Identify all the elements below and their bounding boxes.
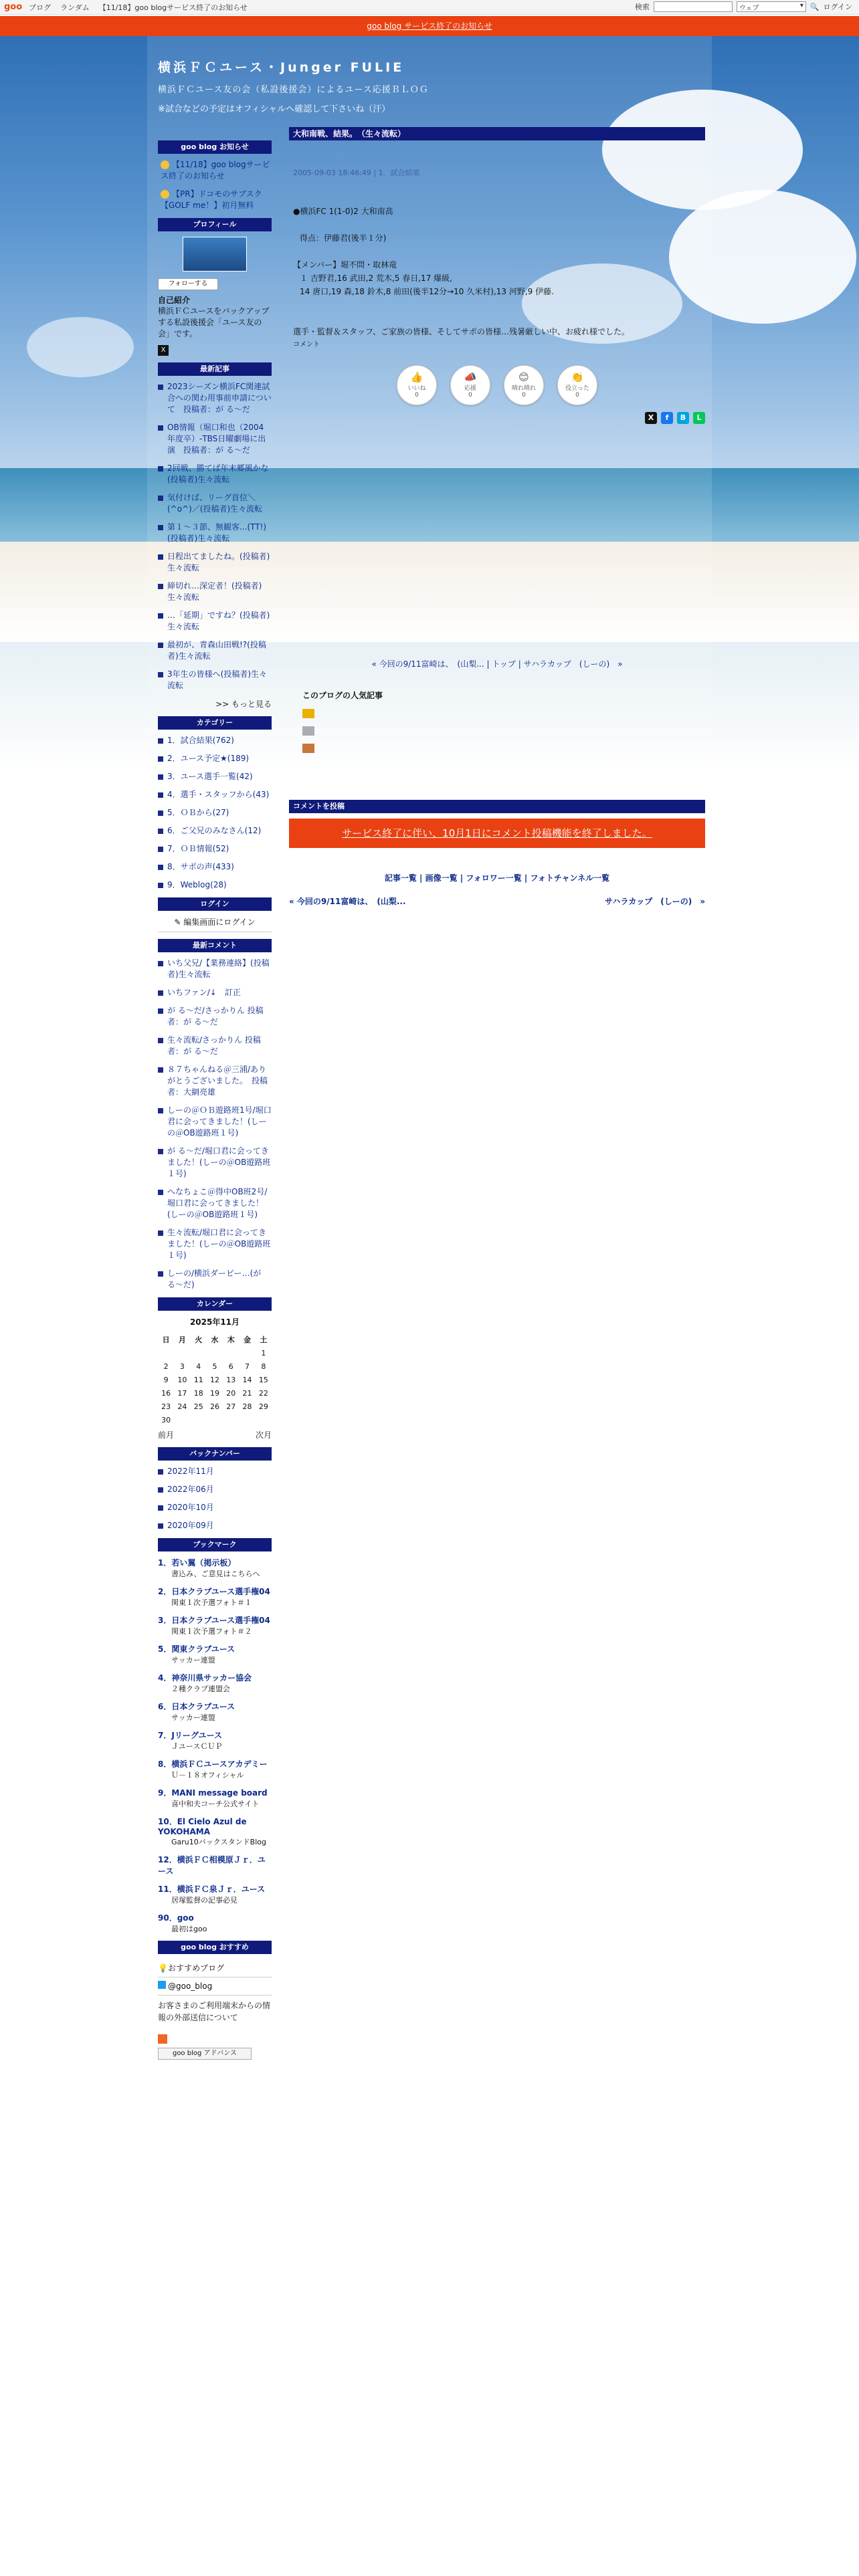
bookmark-title[interactable]: 10．El Cielo Azul de YOKOHAMA xyxy=(158,1817,247,1836)
post-line: 【メンバー】堀不問・取林竜 xyxy=(293,260,397,270)
comment-end-notice[interactable]: サービス終了に伴い、10月1日にコメント投稿機能を終了しました。 xyxy=(289,819,705,848)
reaction-icon: 😊 xyxy=(518,371,529,383)
calendar-day[interactable] xyxy=(256,1413,272,1426)
reaction-buttons xyxy=(289,365,705,405)
hatena-share-icon[interactable]: B xyxy=(677,412,689,424)
calendar-day[interactable] xyxy=(191,1346,207,1360)
calendar-dow: 日 xyxy=(162,1335,170,1344)
recent-comment-item[interactable]: しーの/横浜ダービー…(が る～だ) xyxy=(158,1268,272,1291)
recent-comment-item[interactable]: ８７ちゃんねる＠三浦/ありがとうございました。 投稿者：大網亮雄 xyxy=(158,1064,272,1098)
bookmark-title[interactable]: 12．横浜ＦＣ相模原Ｊｒ．ユース xyxy=(158,1855,266,1876)
reaction-button[interactable] xyxy=(397,365,437,405)
chevron-down-icon: ▾ xyxy=(799,2,803,9)
backnumber-item[interactable]: 2020年09月 xyxy=(158,1520,272,1531)
calendar-day[interactable] xyxy=(223,1413,239,1426)
recent-comment-item[interactable]: 生々流転/堀口君に会ってきました！(しーの＠OB遊路班１号) xyxy=(158,1227,272,1261)
bookmark-desc: 最初はgoo xyxy=(171,1925,207,1933)
calendar-prev[interactable]: 前月 xyxy=(158,1430,175,1440)
recent-post-item[interactable]: 2回戦、勝てば年末郷風かな(投稿者)生々流転 xyxy=(158,463,272,486)
post-line: ●横浜FC 1(1-0)2 大和南高 xyxy=(293,207,393,216)
bookmark-desc: Garu10バックスタンドBlog xyxy=(171,1838,266,1846)
popular-heading: このブログの人気記事 xyxy=(302,691,383,700)
calendar-day[interactable]: 5 xyxy=(212,1362,217,1371)
calendar-day[interactable]: 1 xyxy=(261,1348,266,1358)
main-content xyxy=(289,127,705,907)
bookmark-title[interactable]: 90．goo xyxy=(158,1913,194,1923)
bookmark-item[interactable] xyxy=(158,1787,272,1809)
bookmark-item[interactable] xyxy=(158,1701,272,1723)
post-line: 得点：伊藤君(後半１分) xyxy=(300,233,387,243)
sidebar-title-recent: 最新記事 xyxy=(158,362,272,376)
blog-title[interactable]: 横浜ＦＣユース・Junger FULIE xyxy=(158,60,405,75)
calendar-dow: 月 xyxy=(178,1335,186,1344)
recent-post-item[interactable]: OB情報（堀口和也（2004年度卒）-TBS日曜劇場に出演 投稿者：が る～だ xyxy=(158,422,272,456)
notice-icon xyxy=(161,190,169,199)
reaction-button[interactable] xyxy=(450,365,490,405)
sidebar-title-calendar: カレンダー xyxy=(158,1297,272,1311)
calendar-day[interactable]: 7 xyxy=(245,1362,250,1371)
reaction-label: 役立った xyxy=(565,385,589,392)
bookmark-item[interactable] xyxy=(158,1816,272,1847)
sidebar-title-comments: 最新コメント xyxy=(158,939,272,952)
rss-icon[interactable] xyxy=(158,2034,167,2044)
calendar-day[interactable]: 29 xyxy=(258,1402,268,1411)
backnumber-item[interactable]: 2022年06月 xyxy=(158,1484,272,1495)
reaction-icon: 📣 xyxy=(464,371,477,383)
calendar-day[interactable] xyxy=(174,1413,190,1426)
bookmark-item[interactable] xyxy=(158,1586,272,1608)
calendar-day[interactable]: 18 xyxy=(193,1388,203,1398)
bookmark-title[interactable]: 6．日本クラブユース xyxy=(158,1702,235,1711)
profile-text: 横浜ＦＣユースをバックアップする私設後援会「ユース友の会」です。 xyxy=(158,306,270,338)
recent-comment-item[interactable]: いち父兄/【業務連絡】(投稿者)生々流転 xyxy=(158,958,272,980)
calendar-day[interactable]: 12 xyxy=(209,1375,219,1384)
bookmark-desc: Ｕ－１８オフィシャル xyxy=(171,1771,244,1780)
calendar-day[interactable]: 22 xyxy=(258,1388,268,1398)
bookmark-item[interactable] xyxy=(158,1729,272,1751)
profile-image xyxy=(183,237,247,272)
calendar-day[interactable]: 24 xyxy=(177,1402,187,1411)
bookmark-title[interactable]: 5．関東クラブユース xyxy=(158,1644,235,1654)
bookmark-desc: ２種クラブ連盟会 xyxy=(171,1685,230,1693)
calendar-day[interactable]: 10 xyxy=(177,1375,187,1384)
goo-logo[interactable]: goo xyxy=(4,2,23,12)
search-input[interactable] xyxy=(654,1,733,12)
recent-comment-item[interactable]: へなちょこ＠得中OB班2号/堀口君に会ってきました！(しーの＠OB遊路班１号) xyxy=(158,1186,272,1220)
calendar-day[interactable]: 17 xyxy=(177,1388,187,1398)
bookmark-title[interactable]: 8．横浜ＦＣユースアカデミー xyxy=(158,1759,268,1769)
sidebar-title-bookmark: ブックマーク xyxy=(158,1538,272,1551)
category-item[interactable]: 6．ご父兄のみなさん(12) xyxy=(158,825,272,837)
pencil-icon: ✎ xyxy=(174,918,184,927)
recent-post-item[interactable]: 3年生の皆様へ(投稿者)生々流転 xyxy=(158,669,272,691)
topbar-notice-link[interactable]: 【11/18】goo blogサービス終了のお知らせ xyxy=(98,3,248,12)
calendar-day[interactable]: 19 xyxy=(209,1388,219,1398)
calendar-day[interactable]: 11 xyxy=(193,1375,203,1384)
line-share-icon[interactable]: L xyxy=(693,412,705,424)
calendar-day[interactable] xyxy=(239,1346,255,1360)
top-bar xyxy=(0,0,859,15)
bookmark-item[interactable] xyxy=(158,1672,272,1694)
silver-crown-icon xyxy=(302,726,314,736)
sidebar-title-category: カテゴリー xyxy=(158,716,272,730)
bookmark-desc: 関東１次予選フォト＃１ xyxy=(171,1598,252,1607)
prev-next-nav xyxy=(289,895,705,907)
facebook-share-icon[interactable]: f xyxy=(661,412,673,424)
list-links[interactable]: 記事一覧 | 画像一覧 | フォロワー一覧 | フォトチャンネル一覧 xyxy=(384,873,610,883)
notice-icon xyxy=(161,160,169,169)
bookmark-desc: 関東１次予選フォト＃２ xyxy=(171,1627,252,1636)
calendar-day[interactable]: 25 xyxy=(193,1402,203,1411)
prev-post-link[interactable]: « 今回の9/11富崎は、 (山梨... xyxy=(289,897,406,906)
bird-icon xyxy=(158,1981,166,1989)
bookmark-desc: 書込み、ご意見はこちらへ xyxy=(171,1570,260,1578)
sidebar-title-backnumber: バックナンバー xyxy=(158,1447,272,1461)
sidebar-title-profile: プロフィール xyxy=(158,218,272,231)
sidebar-title-login: ログイン xyxy=(158,897,272,911)
bulb-icon: 💡 xyxy=(158,1963,168,1973)
bookmark-desc: 居塚監督の記事必見 xyxy=(171,1896,237,1905)
calendar-day[interactable]: 15 xyxy=(258,1375,268,1384)
topbar-link-random[interactable]: ランダム xyxy=(60,3,90,12)
post-body xyxy=(289,205,705,352)
category-item[interactable]: 1．試合結果(762) xyxy=(158,735,272,746)
bookmark-title[interactable]: 9．MANI message board xyxy=(158,1788,268,1798)
calendar-day[interactable] xyxy=(207,1413,223,1426)
reaction-icon: 👏 xyxy=(571,371,584,383)
profile-name: 自己紹介 xyxy=(158,296,191,305)
recent-post-item[interactable]: 第１～３節、無観客...(TT!)(投稿者)生々流転 xyxy=(158,522,272,544)
goo-notice-item[interactable]: 【PR】ドコモのサブスク【GOLF me！】初月無料 xyxy=(161,189,262,210)
blog-note: ※試合などの予定はオフィシャルへ確認して下さいね（汗） xyxy=(158,104,391,114)
backnumber-item[interactable]: 2020年10月 xyxy=(158,1502,272,1513)
recent-comment-item[interactable]: が る～だ/堀口君に会ってきました！(しーの＠OB遊路班１号) xyxy=(158,1146,272,1180)
goo-advance-badge[interactable]: goo blog アドバンス xyxy=(158,2048,252,2060)
reaction-count: 0 xyxy=(522,392,526,399)
post-line: 14 唐口,19 森,18 鈴木,8 前田(後半12分→10 久米村),13 河野,9 伊藤. xyxy=(300,287,554,296)
backnumber-item[interactable]: 2022年11月 xyxy=(158,1466,272,1477)
reaction-label: いいね xyxy=(407,385,426,392)
calendar-day[interactable] xyxy=(174,1346,190,1360)
gold-crown-icon xyxy=(302,709,314,718)
bookmark-item[interactable] xyxy=(158,1614,272,1636)
calendar-next[interactable]: 次月 xyxy=(255,1430,272,1440)
bookmark-item[interactable] xyxy=(158,1557,272,1579)
search-submit-icon[interactable]: 🔍 xyxy=(809,2,820,11)
external-info-link[interactable]: お客さまのご利用端末からの情報の外部送信について xyxy=(158,2001,271,2022)
calendar-day[interactable] xyxy=(239,1413,255,1426)
calendar-day[interactable]: 20 xyxy=(226,1388,236,1398)
calendar-dow: 火 xyxy=(195,1335,203,1344)
calendar-day[interactable]: 6 xyxy=(228,1362,233,1371)
category-item[interactable]: 5．ＯＢから(27) xyxy=(158,807,272,819)
bookmark-title[interactable]: 3．日本クラブユース選手権04 xyxy=(158,1616,270,1625)
reaction-icon: 👍 xyxy=(410,371,423,383)
bookmark-title[interactable]: 2．日本クラブユース選手権04 xyxy=(158,1587,270,1596)
recent-post-item[interactable]: 気付けば、リーグ首位＼(^o^)／(投稿者)生々流転 xyxy=(158,492,272,515)
reaction-count: 0 xyxy=(415,392,419,399)
reaction-label: 晴れ晴れ xyxy=(511,385,536,392)
bookmark-desc: ＪユースＣＵＰ xyxy=(171,1742,223,1751)
recent-post-item[interactable]: 日程出てましたね。(投稿者)生々流転 xyxy=(158,551,272,574)
sidebar-title-goo: goo blog お知らせ xyxy=(158,140,272,154)
bookmark-item[interactable] xyxy=(158,1883,272,1905)
category-item[interactable]: 8．サポの声(433) xyxy=(158,861,272,873)
category-item[interactable]: 3．ユース選手一覧(42) xyxy=(158,771,272,782)
calendar-day[interactable]: 3 xyxy=(179,1362,185,1371)
calendar-day[interactable]: 21 xyxy=(242,1388,252,1398)
sidebar-title-recommend: goo blog おすすめ xyxy=(158,1941,272,1954)
category-item[interactable]: 2．ユース予定★(189) xyxy=(158,753,272,764)
calendar-day[interactable]: 26 xyxy=(209,1402,219,1411)
recommend-blog-link[interactable]: 💡おすすめブログ xyxy=(158,1959,272,1977)
calendar-day[interactable]: 27 xyxy=(226,1402,236,1411)
search-type-select[interactable]: ウェブ ▾ xyxy=(737,1,806,12)
blog-header xyxy=(158,58,429,114)
calendar-day[interactable]: 16 xyxy=(161,1388,171,1398)
reaction-label: 応援 xyxy=(464,385,476,392)
service-end-alert[interactable]: goo blog サービス終了のお知らせ xyxy=(0,16,859,36)
search-area xyxy=(635,1,852,12)
category-item[interactable]: 9．Weblog(28) xyxy=(158,879,272,891)
bronze-crown-icon xyxy=(302,744,314,753)
calendar-dow: 水 xyxy=(211,1335,219,1344)
blog-description: 横浜ＦＣユース友の会（私設後援会）によるユース応援ＢＬＯＧ xyxy=(158,85,429,95)
x-share-icon[interactable]: X xyxy=(645,412,657,424)
recent-comment-item[interactable]: 生々流転/さっかりん 投稿者：が る～だ xyxy=(158,1035,272,1057)
bookmark-desc: サッカー連盟 xyxy=(171,1656,215,1665)
bookmark-item[interactable] xyxy=(158,1912,272,1934)
topbar-link-blog[interactable]: ブログ xyxy=(29,3,52,12)
editor-login-link[interactable]: ✎ 編集画面にログイン xyxy=(158,916,272,932)
post-meta[interactable]: 2005-09-03 18:46:49 | 1．試合結果 xyxy=(293,169,420,177)
category-item[interactable]: 7．ＯＢ情報(52) xyxy=(158,843,272,855)
calendar-day[interactable]: 2 xyxy=(163,1362,169,1371)
reaction-button[interactable] xyxy=(504,365,544,405)
calendar-day[interactable]: 4 xyxy=(196,1362,201,1371)
follow-button[interactable]: フォローする xyxy=(158,278,218,290)
calendar-day[interactable]: 9 xyxy=(163,1375,169,1384)
recent-comment-item[interactable]: しーの＠ＯＢ遊路班1号/堀口君に会ってきました！(しーの＠OB遊路班１号) xyxy=(158,1105,272,1139)
calendar-day[interactable] xyxy=(207,1346,223,1360)
recent-post-item[interactable]: 締切れ…深定者！(投稿者)生々流転 xyxy=(158,580,272,603)
post-title: 大和南戦、結果。 （生々流転） xyxy=(289,127,705,140)
calendar-day[interactable] xyxy=(191,1413,207,1426)
bookmark-title[interactable]: 4．神奈川県サッカー協会 xyxy=(158,1673,252,1683)
calendar-day[interactable] xyxy=(223,1346,239,1360)
calendar-day[interactable]: 13 xyxy=(226,1375,236,1384)
post-navigation[interactable]: « 今回の9/11富崎は、 (山梨... | トップ | サハラカップ (しーの) » xyxy=(371,659,623,669)
bookmark-title[interactable]: 11．横浜ＦＣ泉Ｊｒ．ユース xyxy=(158,1885,266,1894)
comment-section-title: コメントを投稿 xyxy=(289,800,705,813)
search-label: 検索 xyxy=(634,3,650,11)
calendar-day[interactable]: 23 xyxy=(161,1402,171,1411)
bookmark-item[interactable] xyxy=(158,1643,272,1665)
calendar-day[interactable]: 14 xyxy=(242,1375,252,1384)
post-line: 選手・監督＆スタッフ、ご家族の皆様、そしてサポの皆様…残暑厳しい中、お疲れ様でした。 xyxy=(293,327,630,336)
calendar-day[interactable]: 30 xyxy=(161,1415,171,1424)
login-link[interactable]: ログイン xyxy=(823,3,852,11)
recent-post-item[interactable]: 2023シーズン横浜FC関連試合への関わ用事前申請について 投稿者：が る～だ xyxy=(158,381,272,415)
share-buttons xyxy=(289,412,705,424)
recent-post-item[interactable]: 最初が、青森山田戦!?(投稿者)生々流転 xyxy=(158,639,272,662)
recent-post-item[interactable]: …「延期」ですね？(投稿者)生々流転 xyxy=(158,610,272,633)
recent-comment-item[interactable]: が る～だ/さっかりん 投稿者：が る～だ xyxy=(158,1005,272,1028)
reaction-count: 0 xyxy=(575,392,579,399)
reaction-count: 0 xyxy=(468,392,472,399)
calendar-dow: 金 xyxy=(244,1335,252,1344)
comment-link[interactable]: コメント xyxy=(293,341,320,348)
x-icon[interactable]: X xyxy=(158,345,169,356)
goo-blog-x-link[interactable]: @goo_blog xyxy=(158,1977,272,1996)
calendar-month: 2025年11月 xyxy=(189,1317,240,1327)
calendar xyxy=(158,1316,272,1440)
calendar-day[interactable] xyxy=(158,1346,174,1360)
calendar-day[interactable]: 28 xyxy=(242,1402,252,1411)
sidebar xyxy=(158,134,272,2060)
more-link[interactable]: >> もっと見る xyxy=(215,700,272,709)
next-post-link[interactable]: サハラカップ (しーの) » xyxy=(605,897,705,906)
goo-notice-item[interactable]: 【11/18】goo blogサービス終了のお知らせ xyxy=(161,160,270,181)
recent-comment-item[interactable]: いちファン/↓ 訂正 xyxy=(158,987,272,998)
calendar-day[interactable]: 8 xyxy=(261,1362,266,1371)
bookmark-item[interactable] xyxy=(158,1854,272,1876)
bookmark-desc: サッカー連盟 xyxy=(171,1713,215,1722)
bookmark-title[interactable]: 1．若い翼（掲示板） xyxy=(158,1558,236,1568)
calendar-dow: 木 xyxy=(227,1335,235,1344)
bookmark-desc: 喜中和夫コーチ公式サイト xyxy=(171,1800,260,1808)
bookmark-title[interactable]: 7．Jリーグユース xyxy=(158,1731,222,1740)
calendar-dow: 土 xyxy=(260,1335,268,1344)
bookmark-item[interactable] xyxy=(158,1758,272,1780)
category-item[interactable]: 4．選手・スタッフから(43) xyxy=(158,789,272,800)
post-line: １ 吉野君,16 武田,2 荒木,5 春日,17 爆級, xyxy=(300,274,452,283)
reaction-button[interactable] xyxy=(557,365,597,405)
